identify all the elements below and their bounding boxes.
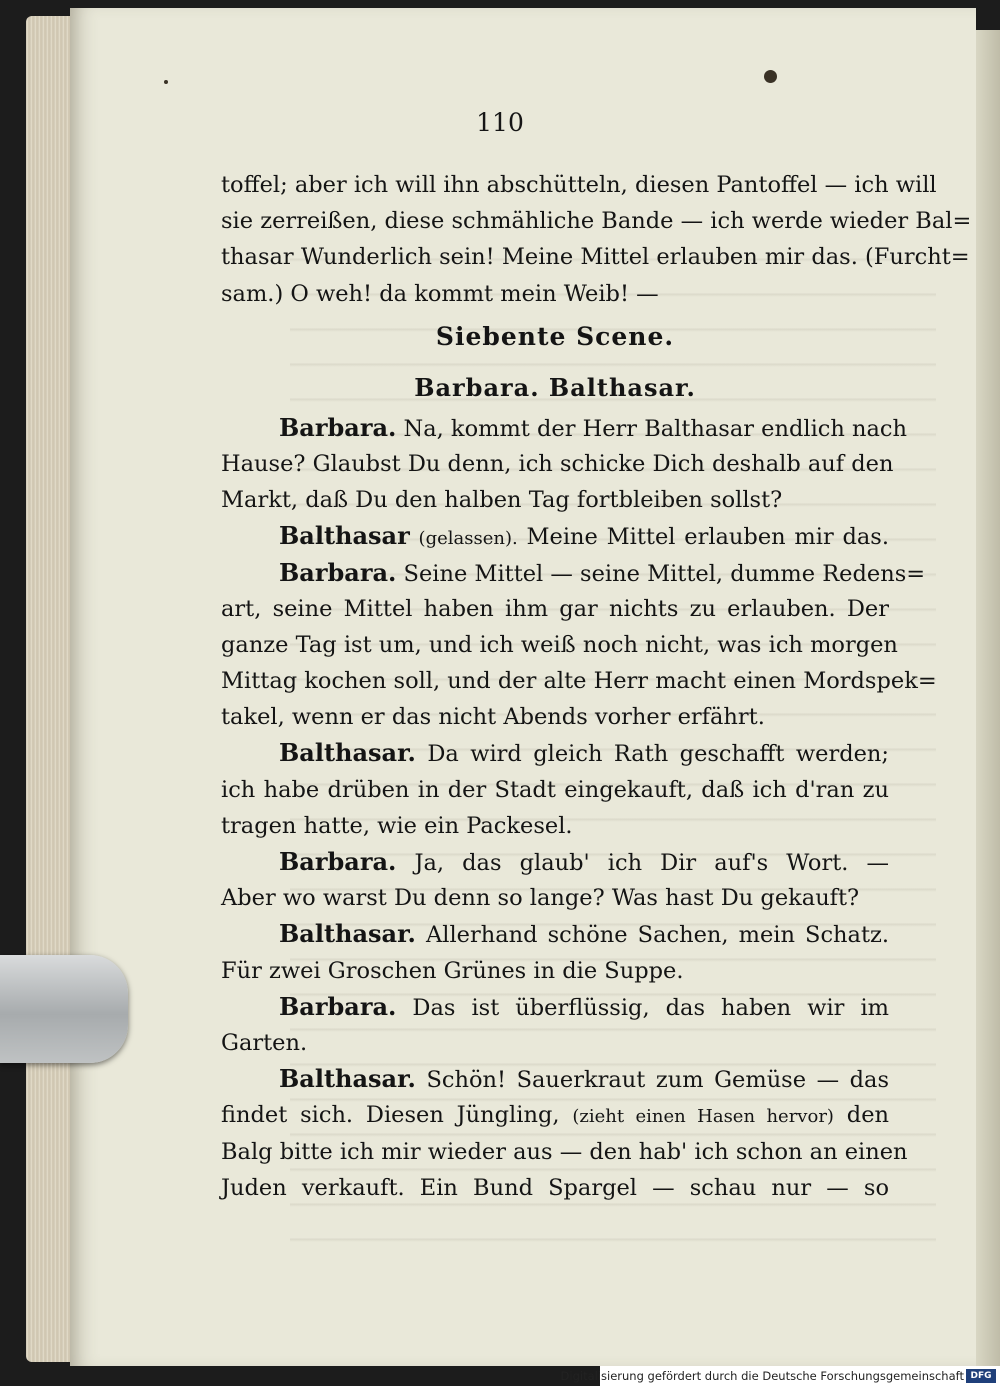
- speech-text: Ja, das glaub' ich Dir auf's Wort. —: [414, 850, 889, 876]
- speech-line: Juden verkauft. Ein Bund Spargel — schau nur — so: [221, 1174, 889, 1201]
- speech-text: Meine Mittel erlauben mir das.: [526, 524, 890, 551]
- speech-first-line: [221, 555, 926, 591]
- text-line: sie zerreißen, diese schmähliche Bande — ich werde wieder Bal=: [221, 208, 972, 235]
- characters-line: Barbara. Balthasar.: [414, 372, 696, 402]
- speech-text: Allerhand schöne Sachen, mein Schatz.: [426, 922, 890, 949]
- speech-first-line: [221, 518, 889, 554]
- stage-direction: (gelassen).: [418, 528, 518, 550]
- page-number: 110: [476, 108, 524, 137]
- speech-line: Markt, daß Du den halben Tag fortbleiben sollst?: [221, 487, 783, 514]
- speech-first-line: [221, 989, 889, 1025]
- speaker-name: Barbara.: [279, 557, 397, 587]
- speech-text: Da wird gleich Rath geschafft werden;: [427, 741, 889, 768]
- speaker-name: Barbara.: [279, 412, 397, 442]
- speech-line: ganze Tag ist um, und ich weiß noch nicht, was ich morgen: [221, 631, 898, 658]
- speaker-name: Balthasar.: [279, 1064, 416, 1094]
- speech-line: art, seine Mittel haben ihm gar nichts zu erlauben. Der: [221, 595, 889, 622]
- scanner-clamp: [0, 955, 128, 1063]
- speech-text: Das ist überflüssig, das haben wir im: [412, 994, 889, 1021]
- speech-line: Garten.: [221, 1029, 308, 1056]
- scene-heading: Siebente Scene.: [435, 321, 675, 351]
- speech-first-line: [221, 1061, 889, 1097]
- page-text: [221, 167, 972, 1206]
- footer-bar: [560, 1366, 1000, 1386]
- speech-first-line: [221, 916, 889, 952]
- speech-first-line: [221, 410, 908, 446]
- speech-text: Schön! Sauerkraut zum Gemüse — das: [426, 1067, 889, 1094]
- speech-line: tragen hatte, wie ein Packesel.: [221, 812, 573, 839]
- dfg-logo-icon: DFG: [966, 1369, 996, 1383]
- speech-text: den: [846, 1102, 890, 1129]
- speech-line: Balg bitte ich mir wieder aus — den hab' ich schon an einen: [221, 1138, 908, 1165]
- speaker-name: Barbara.: [279, 847, 397, 876]
- speech-text: Na, kommt der Herr Balthasar endlich nach: [403, 415, 908, 442]
- speech-text: findet sich. Diesen Jüngling,: [221, 1102, 560, 1129]
- ink-spot: [764, 70, 777, 83]
- speech-line: Hause? Glaubst Du denn, ich schicke Dich deshalb auf den: [221, 450, 894, 477]
- speaker-name: Balthasar: [279, 521, 410, 551]
- speech-line: Für zwei Groschen Grünes in die Suppe.: [221, 957, 684, 984]
- text-line: thasar Wunderlich sein! Meine Mittel erlauben mir das. (Furcht=: [221, 244, 970, 271]
- speaker-name: Balthasar.: [279, 919, 416, 949]
- speech-line: takel, wenn er das nicht Abends vorher erfährt.: [221, 704, 765, 731]
- text-line: toffel; aber ich will ihn abschütteln, diesen Pantoffel — ich will: [221, 172, 937, 198]
- speech-text: Seine Mittel — seine Mittel, dumme Redens=: [403, 560, 926, 587]
- footer-credit: Digitalisierung gefördert durch die Deutsche Forschungsgemeinschaft: [560, 1369, 964, 1383]
- speech-line: [221, 1097, 889, 1133]
- ink-dot: [164, 80, 168, 84]
- stage-direction: (zieht einen Hasen hervor): [572, 1106, 834, 1128]
- speech-line: Aber wo warst Du denn so lange? Was hast Du gekauft?: [221, 885, 860, 912]
- speech-line: Mittag kochen soll, und der alte Herr macht einen Mordspek=: [221, 668, 937, 695]
- text-line: sam.) O weh! da kommt mein Weib! —: [221, 280, 659, 307]
- speech-first-line: [221, 844, 889, 880]
- speech-line: ich habe drüben in der Stadt eingekauft, daß ich d'ran zu: [221, 776, 889, 803]
- speaker-name: Barbara.: [279, 991, 397, 1021]
- speech-first-line: [221, 735, 889, 771]
- speaker-name: Balthasar.: [279, 738, 416, 768]
- facing-page-edge: [976, 30, 1000, 1366]
